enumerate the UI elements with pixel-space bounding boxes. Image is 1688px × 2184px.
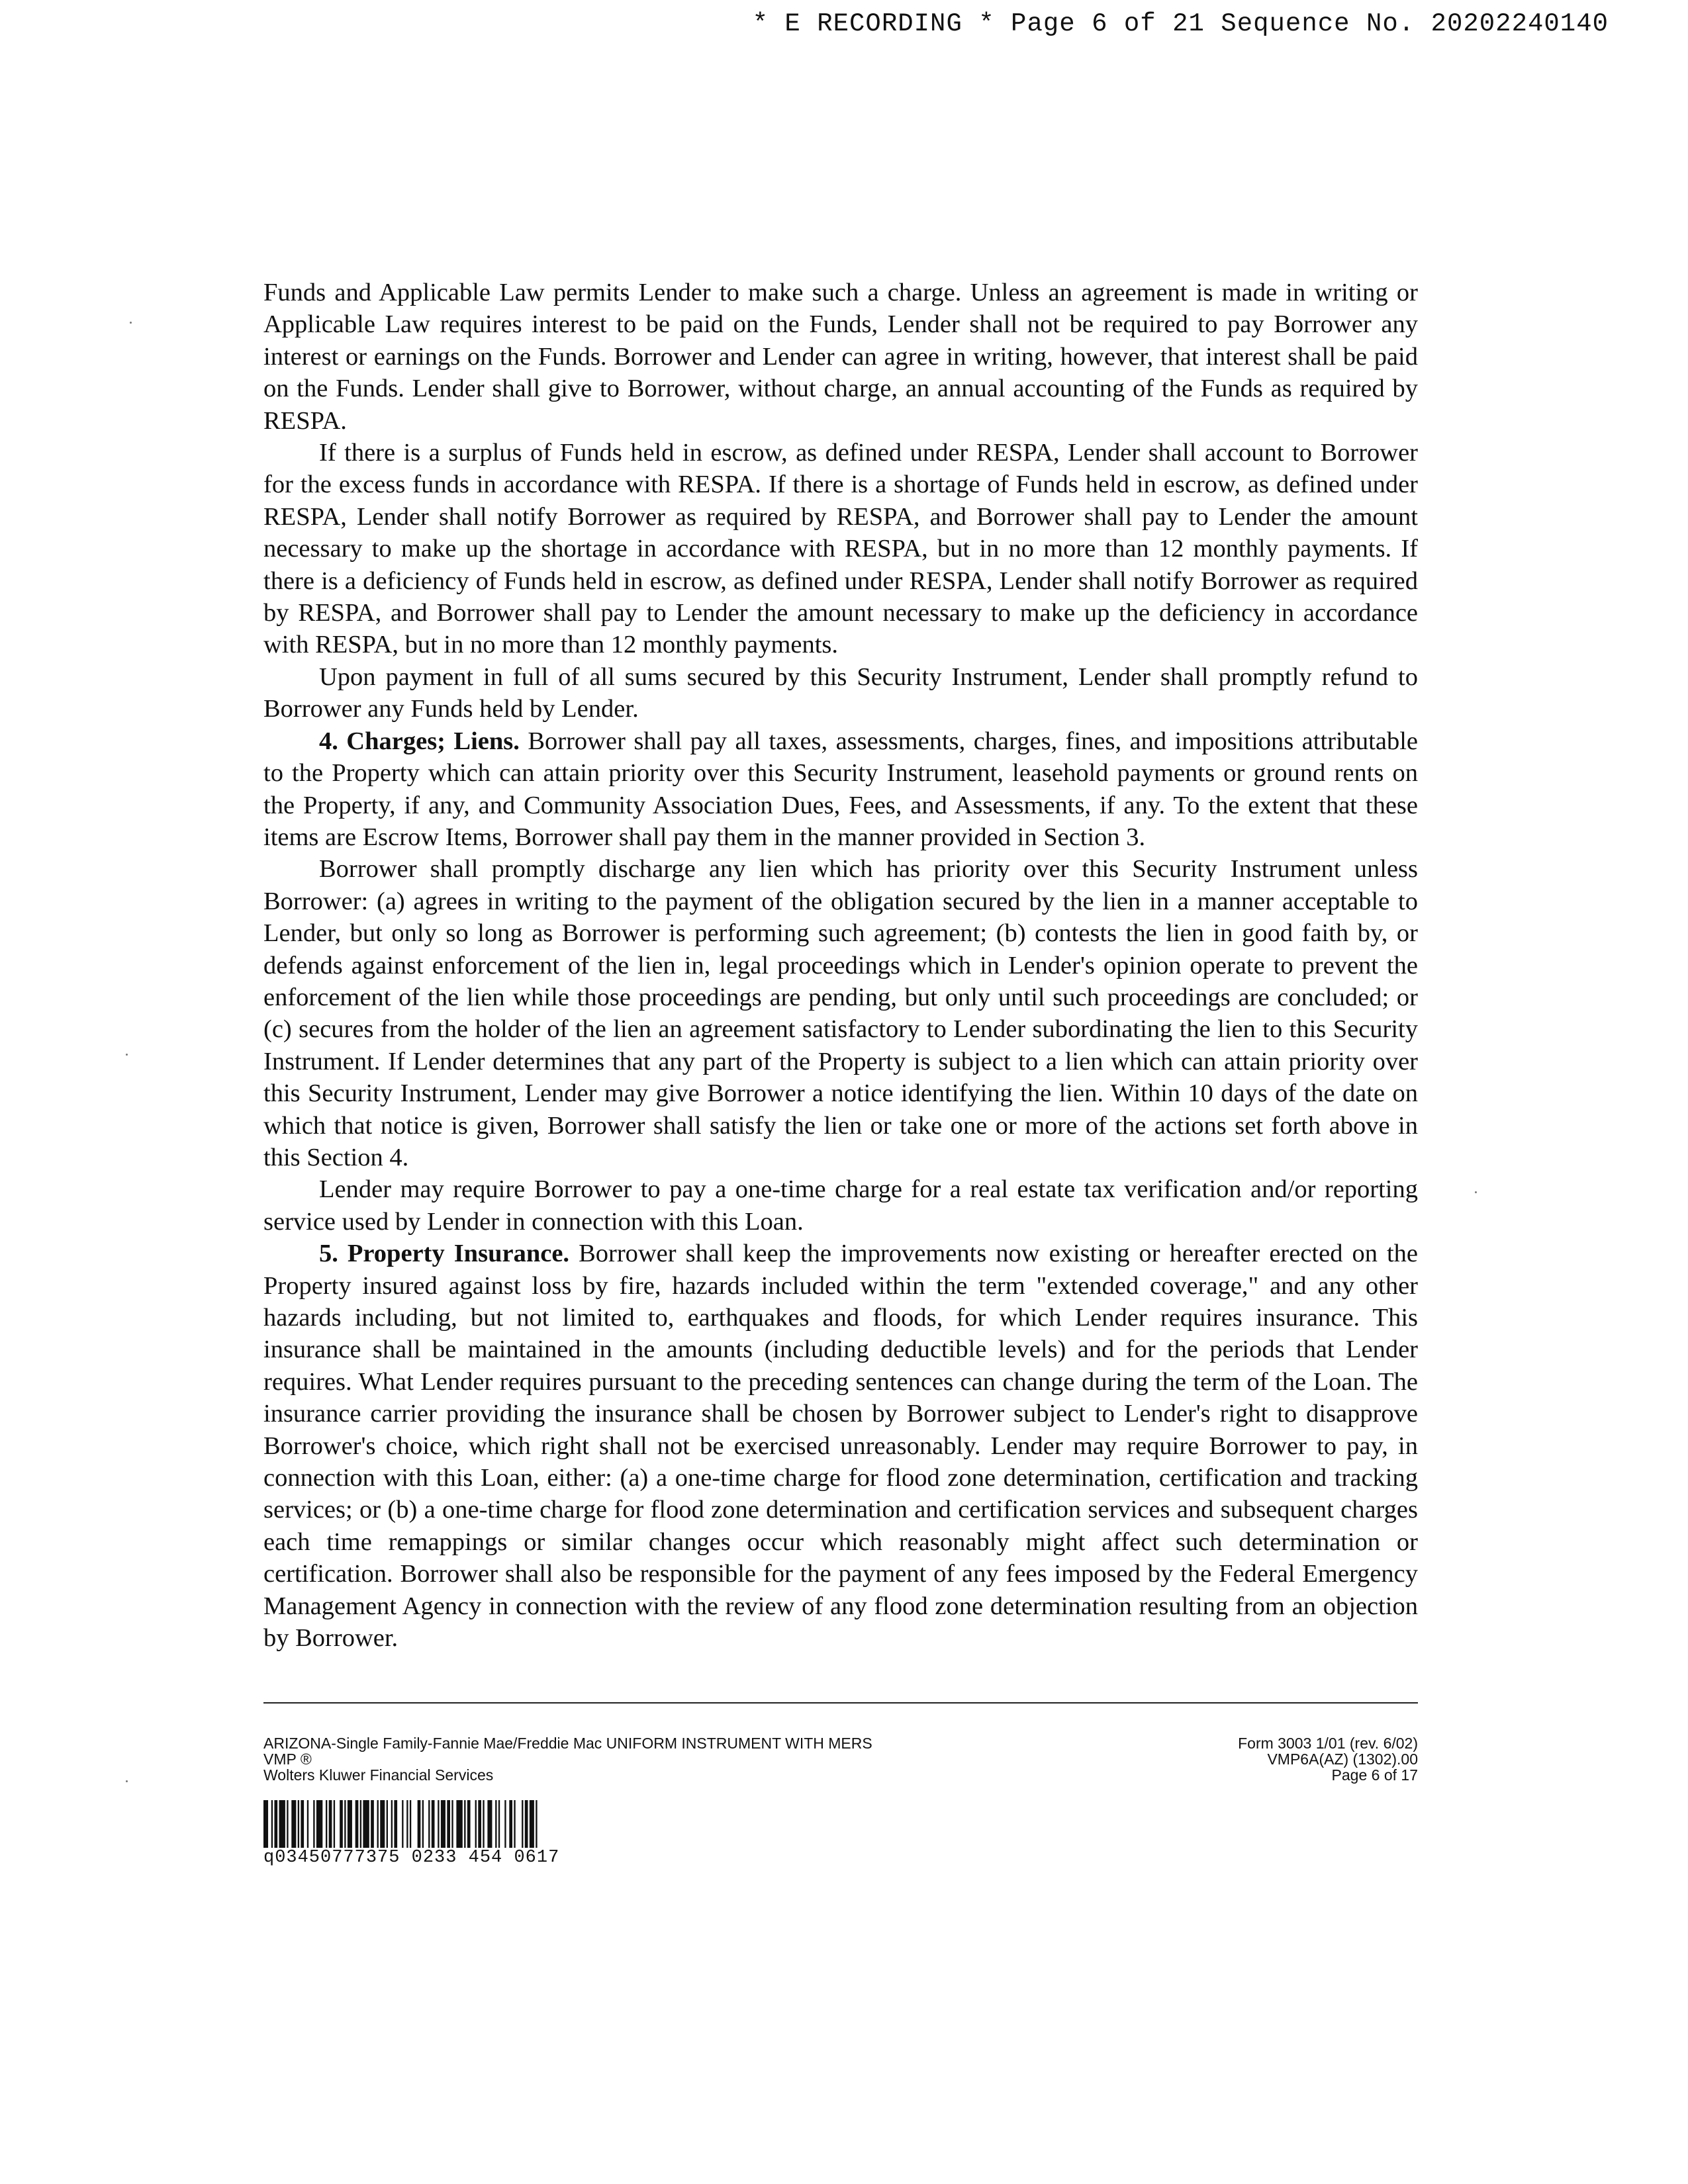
document-body xyxy=(263,277,1418,1654)
barcode-bar xyxy=(478,1800,481,1848)
footer-instrument-title: ARIZONA-Single Family-Fannie Mae/Freddie Mac UNIFORM INSTRUMENT WITH MERS xyxy=(263,1735,872,1752)
scan-speck xyxy=(126,1780,128,1782)
barcode-bar xyxy=(316,1800,322,1848)
footer-publisher: Wolters Kluwer Financial Services xyxy=(263,1766,494,1784)
barcode-bar xyxy=(514,1800,515,1848)
barcode-bar xyxy=(377,1800,379,1848)
barcode-bar xyxy=(504,1800,506,1848)
barcode-bar xyxy=(432,1800,435,1848)
barcode-bar xyxy=(394,1800,397,1848)
section-5-text: Borrower shall keep the improvements now existing or hereafter erected on the Property insured against loss by fire, hazards included within the term "extended coverage," and any other hazards including, but not limited to, earthquakes and floods, for which Lender requires insurance. This insurance shall be maintained in the amounts (including deductible levels) and for the periods that Lender requires. What Lender requires pursuant to the preceding sentences can change during the term of the Loan. The insurance carrier providing the insurance shall be chosen by Borrower subject to Lender's right to disapprove Borrower's choice, which right shall not be exercised unreasonably. Lender may require Borrower to pay, in connection with this Loan, either: (a) a one-time charge for flood zone determination, certification and tracking services; or (b) a one-time charge for flood zone determination and certification services and subsequent charges each time remappings or similar changes occur which reasonably might affect such determination or certification. Borrower shall also be responsible for the payment of any fees imposed by the Federal Emergency Management Agency in connection with the review of any flood zone determination resulting from an objection by Borrower. xyxy=(263,1240,1418,1653)
barcode-bar xyxy=(447,1800,450,1848)
section-4-text: Borrower shall pay all taxes, assessments, charges, fines, and impositions attributable to the Property which can attain priority over this Security Instrument, leasehold payments or ground rents on the Property, if any, and Community Association Dues, Fees, and Assessments, if any. To the extent that these items are Escrow Items, Borrower shall pay them in the manner provided in Section 3. xyxy=(263,727,1418,851)
barcode-bar xyxy=(483,1800,484,1848)
recording-stamp: * E RECORDING * Page 6 of 21 Sequence No. 20202240140 xyxy=(752,9,1609,38)
barcode-bar xyxy=(467,1800,471,1848)
footer-divider xyxy=(263,1702,1418,1704)
footer-form-info xyxy=(263,1735,872,1783)
barcode-bar xyxy=(326,1800,327,1848)
section-5-title: 5. Property Insurance. xyxy=(319,1240,570,1268)
barcode-bar xyxy=(498,1800,500,1848)
scan-speck xyxy=(130,322,132,324)
section-4-title: 4. Charges; Liens. xyxy=(319,727,520,755)
barcode-bar xyxy=(340,1800,343,1848)
barcode-bar xyxy=(525,1800,528,1848)
barcode-bar xyxy=(475,1800,477,1848)
section-4-charges-liens xyxy=(263,725,1418,854)
scan-speck xyxy=(126,1054,128,1056)
barcode-bar xyxy=(291,1800,296,1848)
barcode-bar xyxy=(487,1800,492,1848)
barcode-icon xyxy=(263,1800,711,1848)
footer-page-number: Page 6 of 17 xyxy=(1331,1766,1418,1784)
barcode-bar xyxy=(530,1800,534,1848)
barcode-bar xyxy=(410,1800,411,1848)
barcode-bar xyxy=(387,1800,388,1848)
barcode-bar xyxy=(418,1800,421,1848)
barcode-bar xyxy=(438,1800,439,1848)
barcode-bar xyxy=(334,1800,335,1848)
barcode-bar xyxy=(495,1800,496,1848)
barcode-bar xyxy=(271,1800,273,1848)
barcode-bar xyxy=(402,1800,403,1848)
barcode-bar xyxy=(371,1800,374,1848)
barcode-bar xyxy=(441,1800,445,1848)
barcode-number: q03450777375 0233 454 0617 xyxy=(263,1848,560,1868)
barcode-bar xyxy=(428,1800,430,1848)
barcode-bar xyxy=(406,1800,408,1848)
barcode-bar xyxy=(301,1800,304,1848)
barcode-bar xyxy=(279,1800,285,1848)
barcode-bar xyxy=(344,1800,346,1848)
barcode-bar xyxy=(451,1800,453,1848)
barcode-bar xyxy=(391,1800,393,1848)
barcode-bar xyxy=(456,1800,462,1848)
barcode-bar xyxy=(422,1800,424,1848)
barcode-bar xyxy=(329,1800,332,1848)
barcode-bar xyxy=(509,1800,512,1848)
paragraph-refund: Upon payment in full of all sums secured by this Security Instrument, Lender shall promptly refund to Borrower any Funds held by Lender. xyxy=(263,662,1418,723)
barcode-bar xyxy=(464,1800,465,1848)
barcode-bar xyxy=(522,1800,523,1848)
paragraph-discharge-lien: Borrower shall promptly discharge any lien which has priority over this Security Instrument unless Borrower: (a) agrees in writing to the payment of the obligation secured by the lien in a manner acceptable to Lender, but only so long as Borrower is performing such agreement; (b) contests the lien in good faith by, or defends against enforcement of the lien in, legal proceedings which in Lender's opinion operate to prevent the enforcement of the lien while those proceedings are pending, but only until such proceedings are concluded; or (c) secures from the holder of the lien an agreement satisfactory to Lender subordinating the lien to this Security Instrument. If Lender determines that any part of the Property is subject to a lien which can attain priority over this Security Instrument, Lender may give Borrower a notice identifying the lien. Within 10 days of the date on which that notice is given, Borrower shall satisfy the lien or take one or more of the actions set forth above in this Section 4. xyxy=(263,855,1418,1171)
barcode-bar xyxy=(363,1800,369,1848)
footer-form-number xyxy=(1238,1735,1418,1783)
footer-vmp-mark: VMP ® xyxy=(263,1751,312,1768)
paragraph-surplus-shortage: If there is a surplus of Funds held in escrow, as defined under RESPA, Lender shall account to Borrower for the excess funds in accordance with RESPA. If there is a shortage of Funds held in escrow, as defined under RESPA, Lender shall notify Borrower as required by RESPA, and Borrower shall pay to Lender the amount necessary to make up the shortage in accordance with RESPA, but in no more than 12 monthly payments. If there is a deficiency of Funds held in escrow, as defined under RESPA, Lender shall notify Borrower as required by RESPA, and Borrower shall pay to Lender the amount necessary to make up the deficiency in accordance with RESPA, but in no more than 12 monthly payments. xyxy=(263,439,1418,659)
barcode-bar xyxy=(263,1800,268,1848)
barcode-bar xyxy=(380,1800,385,1848)
barcode-bar xyxy=(355,1800,359,1848)
footer-vmp-code: VMP6A(AZ) (1302).00 xyxy=(1267,1751,1418,1768)
paragraph-tax-verification: Lender may require Borrower to pay a one-time charge for a real estate tax verification and/or reporting service used by Lender in connection with this Loan. xyxy=(263,1175,1418,1236)
barcode-bar xyxy=(536,1800,537,1848)
footer-form-id: Form 3003 1/01 (rev. 6/02) xyxy=(1238,1735,1418,1752)
barcode-bar xyxy=(348,1800,352,1848)
barcode-bar xyxy=(307,1800,308,1848)
section-5-property-insurance xyxy=(263,1238,1418,1654)
scan-speck xyxy=(1475,1191,1477,1193)
paragraph-funds-interest: Funds and Applicable Law permits Lender to make such a charge. Unless an agreement is made in writing or Applicable Law requires interest to be paid on the Funds, Lender shall not be required to pay Borrower any interest or earnings on the Funds. Borrower and Lender can agree in writing, however, that interest shall be paid on the Funds. Lender shall give to Borrower, without charge, an annual accounting of the Funds as required by RESPA. xyxy=(263,279,1418,435)
barcode-bar xyxy=(360,1800,361,1848)
barcode-bar xyxy=(287,1800,288,1848)
barcode-bar xyxy=(274,1800,277,1848)
barcode-bar xyxy=(313,1800,314,1848)
barcode-bar xyxy=(298,1800,299,1848)
